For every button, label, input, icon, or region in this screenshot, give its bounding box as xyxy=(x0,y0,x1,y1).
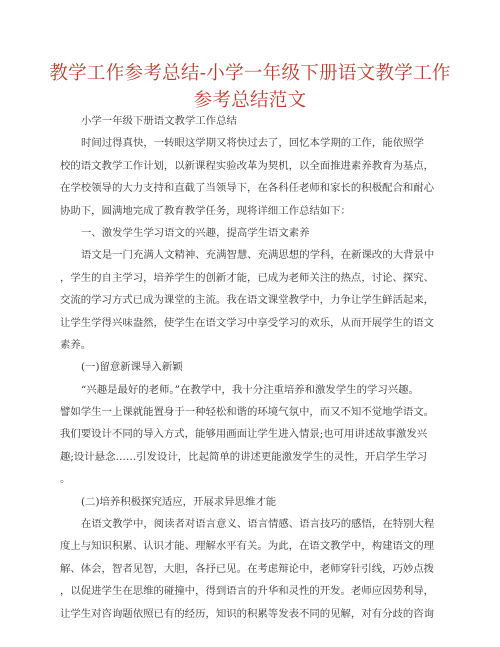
document-body xyxy=(60,110,440,625)
title-line-1: 教学工作参考总结-小学一年级下册语文教学工作 xyxy=(49,63,451,84)
paragraph-line: 在语文教学中，阅读者对语言意义、语言情感、语言技巧的感悟，在特别大程 xyxy=(81,518,435,531)
paragraph-line: 譬如学生一上课就能置身于一种轻松和谐的环境气氛中，而又不知不觉地学语文。 xyxy=(60,406,435,419)
sub-heading: (一)留意新课导入新颖 xyxy=(81,361,183,374)
sub-heading: (二)培养积极探究适应，开展求异思维才能 xyxy=(81,495,277,508)
paragraph-line: 交流的学习方式已成为课堂的主流。我在语文课堂教学中，力争让学生鲜活起来， xyxy=(60,294,435,307)
paragraph-line: 趣;设计悬念……引发设计，比起简单的讲述更能激发学生的灵性，开启学生学习 xyxy=(60,450,428,463)
title-line-2: 参考总结范文 xyxy=(193,90,307,111)
paragraph-line: 协助下，圆满地完成了教育教学任务，现将详细工作总结如下： xyxy=(60,204,351,217)
paragraph-line: 度上与知识积累、认识才能、理解水平有关。为此，在语文教学中，构建语文的理 xyxy=(60,540,435,553)
paragraph-line: 语文是一门充满人文精神、充满智慧、充满思想的学科，在新课改的大背景中 xyxy=(81,249,435,262)
paragraph-line: 。 xyxy=(60,473,71,486)
paragraph-line: ，学生的自主学习，培养学生的创新才能，已成为老师关注的热点，讨论、探究、 xyxy=(60,271,435,284)
paragraph-line: 解、体会，智者见智，大胆，各抒已见。在考虑辩论中，老师穿针引线，巧妙点拨 xyxy=(60,562,435,575)
paragraph-line: “兴趣是最好的老师。”在教学中，我十分注重培养和激发学生的学习兴趣。 xyxy=(81,383,419,396)
paragraph-line: 让学生对咨询题依照已有的经历，知识的积累等发表不同的见解，对有分歧的咨询 xyxy=(60,607,435,620)
paragraph-line: 我们要设计不同的导入方式，能够用画面让学生进入情景;也可用讲述故事激发兴 xyxy=(60,428,428,441)
paragraph-line: 校的语文教学工作计划，以新课程实验改革为契机，以全面推进素养教育为基点， xyxy=(60,159,435,172)
document-title xyxy=(40,60,460,114)
paragraph-line: ，以促进学生在思维的碰撞中，得到语言的升华和灵性的开发。老师应因势利导， xyxy=(60,585,435,598)
paragraph-line: 让学生学得兴味盎然，使学生在语文学习中享受学习的欢乐，从而开展学生的语文 xyxy=(60,316,435,329)
paragraph-line: 在学校领导的大力支持和直截了当领导下，在各科任老师和家长的积极配合和耐心 xyxy=(60,182,435,195)
section-heading: 一、激发学生学习语文的兴趣，提高学生语文素养 xyxy=(81,226,310,239)
paragraph-line: 素养。 xyxy=(60,338,92,351)
paragraph-line: 时间过得真快，一转眼这学期又将快过去了，回忆本学期的工作，能依照学 xyxy=(81,137,424,150)
section-subtitle: 小学一年级下册语文教学工作总结 xyxy=(81,115,237,127)
